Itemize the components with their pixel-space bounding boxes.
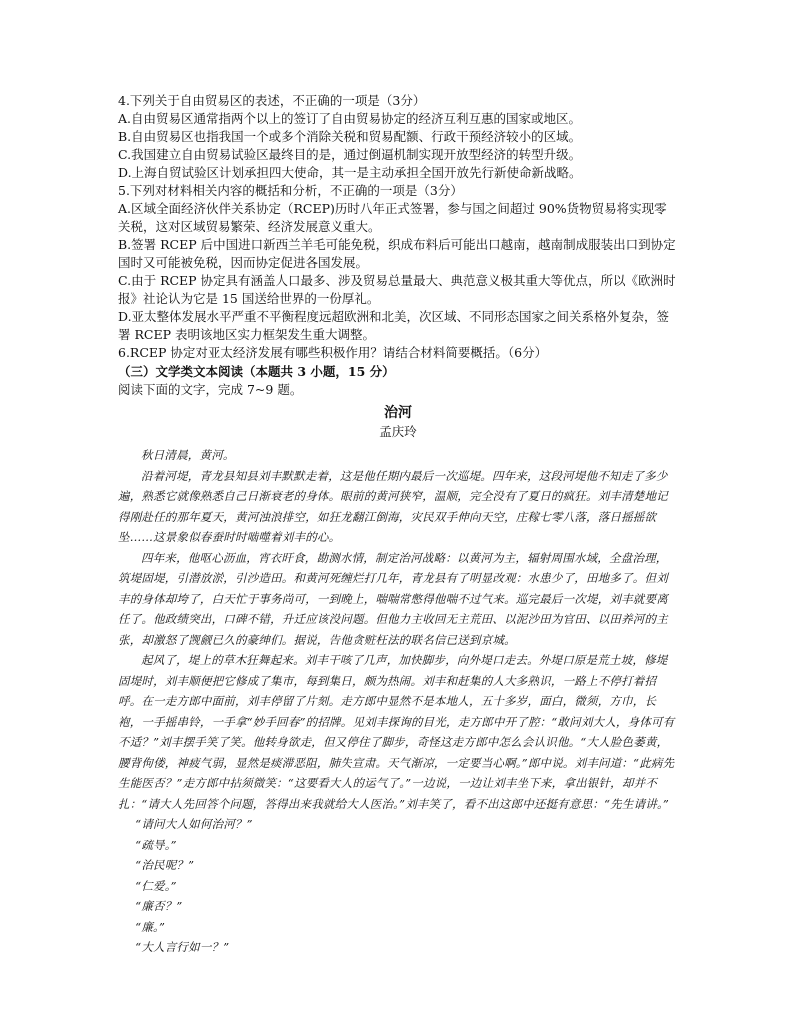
story-paragraph: 秋日清晨，黄河。: [141, 448, 235, 462]
story-paragraph: 沿着河堤，青龙县知县刘丰默默走着，这是他任期内最后一次巡堤。四年来，这段河堤他不知走了多少遍，熟悉它就像熟悉自己日渐衰老的身体。眼前的黄河狭窄，温顺，完全没有了夏日的疯狂。刘丰清楚地记得刚赴任的那年夏天，黄河浊浪排空，如狂龙翻江倒海，灾民双手伸向天空，庄稼七零八落，落日摇摇欲坠……这景象似春蚕时时啮噬着刘丰的心。: [118, 468, 668, 544]
story-author: 孟庆玲: [379, 424, 417, 439]
dialog-line: “请问大人如何治河？”: [135, 817, 253, 831]
dialog-line: “仁爱。”: [135, 878, 177, 893]
question-4-stem: 4.下列关于自由贸易区的表述，不正确的一项是（3分）: [118, 93, 426, 108]
story-paragraph: 起风了，堤上的草木狂舞起来。刘丰干咳了几声，加快脚步，向外堤口走去。外堤口原是荒土坡，修堤固堤时，刘丰顺便把它修成了集市，每到集日，颇为热闹。刘丰和赶集的人大多熟识，一路上不停打着招呼。在一走方郎中面前，刘丰停留了片刻。走方郎中显然不是本地人，五十多岁，面白，微须，方巾，长袍，一手摇串铃，一手拿“妙手回春”的招牌。见刘丰探询的目光，走方郎中开了腔：“敢问刘大人，身体可有不适？”刘丰摆手笑了笑。他转身欲走，但又停住了脚步，奇怪这走方郎中怎么会认识他。“大人脸色萎黄，腰背佝偻，神疲气弱，显然是痰滞恶阻，肺失宣肃。天气渐凉，一定要当心啊。”郎中说。刘丰问道：“此病先生能医否？”走方郎中拈须微笑：“这要看大人的运气了。”一边说，一边让刘丰坐下来，拿出银针，却并不扎：“请大人先回答个问题，答得出来我就给大人医治。”刘丰笑了，看不出这郎中还挺有意思：“先生请讲。”: [118, 653, 675, 811]
question-5-option-a: A.区域全面经济伙伴关系协定（RCEP)历时八年正式签署，参与国之间超过 90%货物贸易将实现零关税，这对区域贸易繁荣、经济发展意义重大。: [118, 201, 667, 234]
dialog-line: “治民呢？”: [135, 858, 195, 872]
question-5: [118, 182, 678, 344]
dialog-line: “廉。”: [135, 919, 166, 934]
question-5-option-d: D.亚太整体发展水平严重不平衡程度远超欧洲和北美，次区域、不同形态国家之间关系格外复杂，签署 RCEP 表明该地区实力框架发生重大调整。: [118, 309, 670, 342]
question-5-stem: 5.下列对材料相关内容的概括和分析，不正确的一项是（3分）: [118, 183, 463, 198]
dialog-line: “廉否？”: [135, 899, 183, 913]
story-paragraph: 四年来，他呕心沥血，宵衣旰食，勘测水情，制定治河战略：以黄河为主，辐射周围水域，全盘治理，筑堤固堤，引潜放淤，引沙造田。和黄河死缠烂打几年，青龙县有了明显改观：水患少了，田地多了。但刘丰的身体却垮了，白天忙于事务尚可，一到晚上，喘喘常憋得他喘不过气来。巡完最后一次堤，刘丰就要离任了。他政绩突出，口碑不错，升迁应该没问题。但他力主收回无主荒田、以泥沙田为官田、以田养河的主张，却激怒了觊觎已久的豪绅们。据说，告他贪赃枉法的联名信已送到京城。: [118, 550, 668, 647]
section-heading: （三）文学类文本阅读（本题共 3 小题，15 分）: [118, 364, 395, 379]
question-5-option-c: C.由于 RCEP 协定具有涵盖人口最多、涉及贸易总量最大、典范意义极其重大等优点，所以《欧洲时报》社论认为它是 15 国送给世界的一份厚礼。: [118, 273, 676, 306]
question-4-option-d: D.上海自贸试验区计划承担四大使命，其一是主动承担全国开放先行新使命新战略。: [118, 165, 582, 180]
question-5-option-b: B.签署 RCEP 后中国进口新西兰羊毛可能免税，织成布料后可能出口越南，越南制成服装出口到协定国时又可能被免税，因而协定促进各国发展。: [118, 237, 676, 270]
dialog-line: “大人言行如一？”: [135, 940, 230, 954]
question-4: [118, 92, 678, 182]
section-instruction: 阅读下面的文字，完成 7~9 题。: [118, 382, 303, 397]
question-4-option-b: B.自由贸易区也指我国一个或多个消除关税和贸易配额、行政干预经济较小的区域。: [118, 129, 582, 144]
story-title: 治河: [384, 405, 412, 421]
question-4-option-a: A.自由贸易区通常指两个以上的签订了自由贸易协定的经济互利互惠的国家或地区。: [118, 111, 582, 126]
question-4-option-c: C.我国建立自由贸易试验区最终目的是，通过倒逼机制实现开放型经济的转型升级。: [118, 147, 582, 162]
question-6-stem: 6.RCEP 协定对亚太经济发展有哪些积极作用？请结合材料简要概括。（6分）: [118, 345, 548, 360]
story-body: [118, 445, 678, 958]
exam-page: [118, 92, 678, 958]
dialog-line: “疏导。”: [135, 837, 177, 852]
